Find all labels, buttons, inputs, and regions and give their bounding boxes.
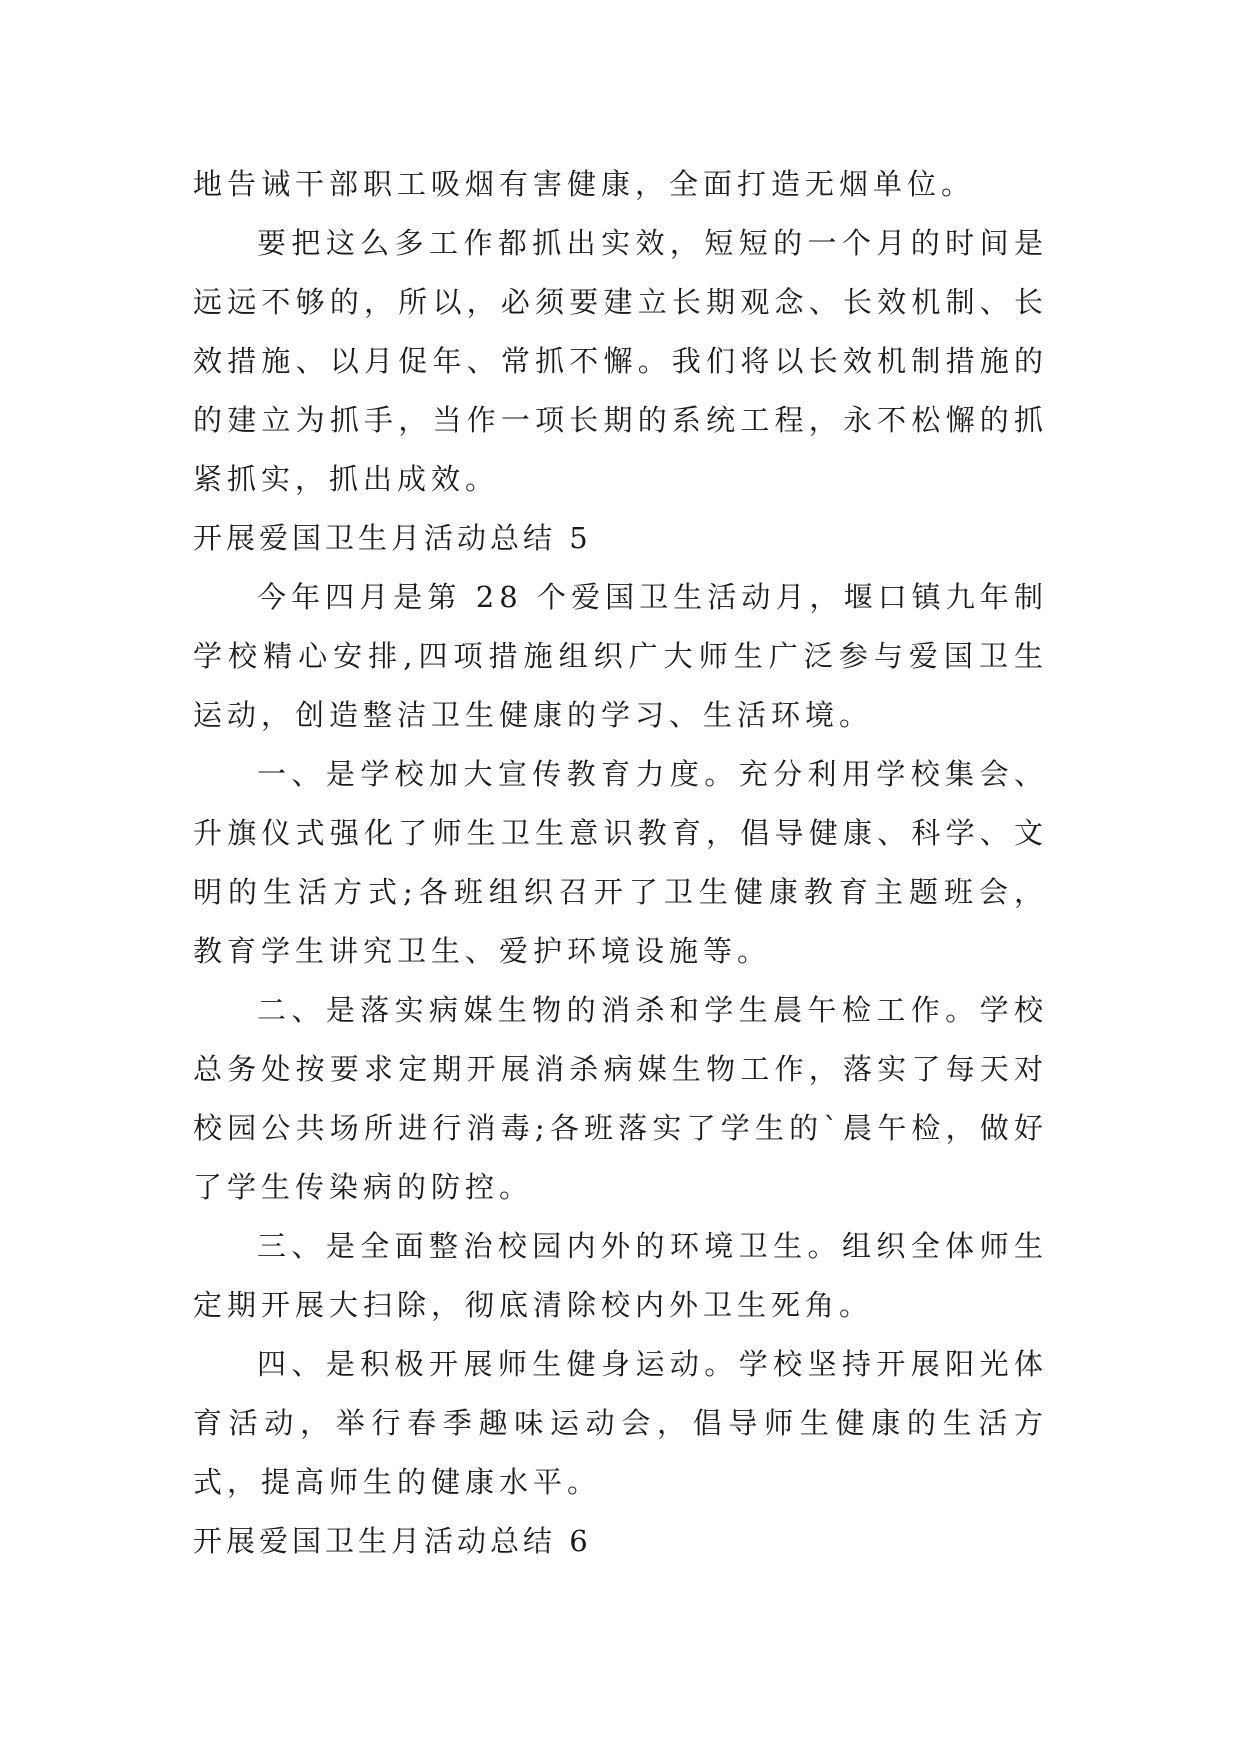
paragraph-4: 一、是学校加大宣传教育力度。充分利用学校集会、升旗仪式强化了师生卫生意识教育，倡导健康、科学、文明的生活方式;各班组织召开了卫生健康教育主题班会，教育学生讲究卫生、爱护环境设施等。: [193, 757, 1048, 968]
section-heading-5: 开展爱国卫生月活动总结 5: [193, 521, 592, 555]
paragraph-2: 要把这么多工作都抓出实效，短短的一个月的时间是远远不够的，所以，必须要建立长期观念、长效机制、长效措施、以月促年、常抓不懈。我们将以长效机制措施的的建立为抓手，当作一项长期的系统工程，永不松懈的抓紧抓实，抓出成效。: [193, 226, 1048, 496]
paragraph-1: 地告诫干部职工吸烟有害健康，全面打造无烟单位。: [193, 167, 976, 201]
paragraph-7: 四、是积极开展师生健身运动。学校坚持开展阳光体育活动，举行春季趣味运动会，倡导师生健康的生活方式，提高师生的健康水平。: [193, 1347, 1048, 1499]
paragraph-3: 今年四月是第 28 个爱国卫生活动月，堰口镇九年制学校精心安排,四项措施组织广大师生广泛参与爱国卫生运动，创造整洁卫生健康的学习、生活环境。: [193, 580, 1048, 732]
paragraph-5: 二、是落实病媒生物的消杀和学生晨午检工作。学校总务处按要求定期开展消杀病媒生物工作，落实了每天对校园公共场所进行消毒;各班落实了学生的`晨午检，做好了学生传染病的防控。: [193, 993, 1048, 1204]
document-body: [193, 155, 1048, 1571]
paragraph-6: 三、是全面整治校园内外的环境卫生。组织全体师生定期开展大扫除，彻底清除校内外卫生死角。: [193, 1229, 1048, 1322]
section-heading-6: 开展爱国卫生月活动总结 6: [193, 1524, 592, 1558]
